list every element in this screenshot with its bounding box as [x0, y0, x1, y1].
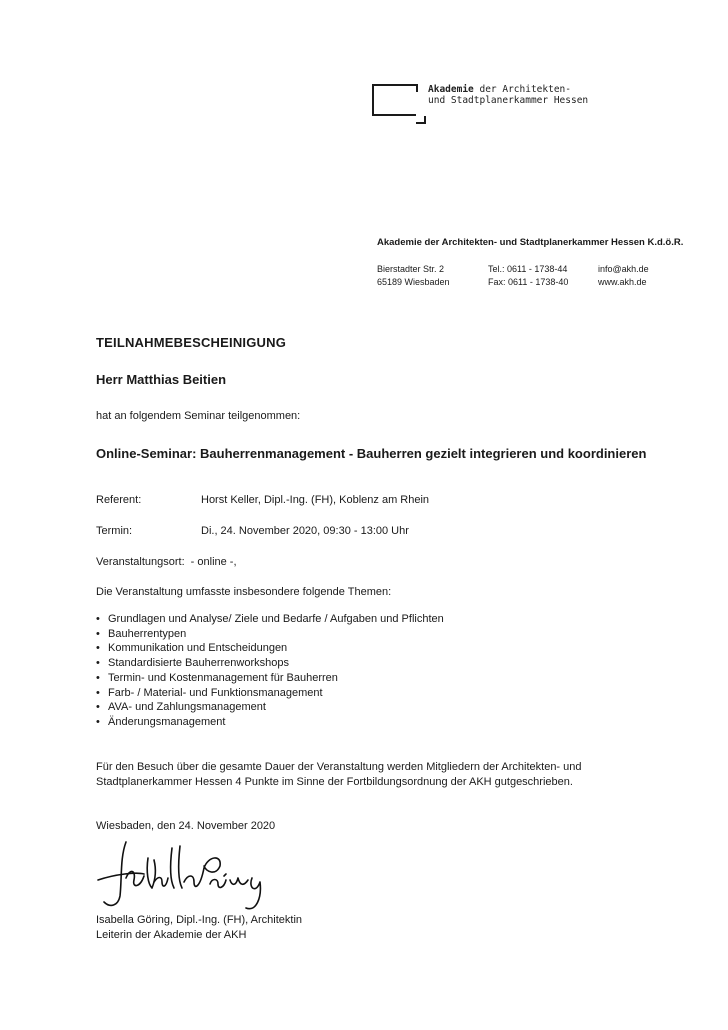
venue-value: - online -, [190, 556, 237, 568]
letterhead-address [377, 263, 450, 289]
recipient-name: Herr Matthias Beitien [96, 372, 227, 387]
letterhead-org-name: Akademie der Architekten- und Stadtplanerkammer Hessen K.d.ö.R. [377, 237, 684, 248]
list-item: • Termin- und Kostenmanagement für Bauherren [96, 671, 338, 684]
bullet-icon: • [96, 701, 100, 714]
list-item: • Kommunikation und Entscheidungen [96, 642, 288, 655]
referent-label: Referent: [96, 494, 142, 506]
seminar-title: Online-Seminar: Bauherrenmanagement - Bauherren gezielt integrieren und koordinieren [96, 446, 647, 461]
letterhead-city: 65189 Wiesbaden [377, 277, 450, 287]
logo-line2: und Stadtplanerkammer Hessen [428, 95, 589, 106]
list-item: • Änderungsmanagement [96, 715, 226, 728]
letterhead-email: info@akh.de [598, 264, 649, 274]
referent-row [96, 494, 429, 506]
letterhead-phone [488, 263, 568, 289]
logo-frame-mark [372, 84, 416, 116]
list-item: • AVA- und Zahlungsmanagement [96, 701, 266, 714]
termin-label: Termin: [96, 525, 133, 537]
termin-value: Di., 24. November 2020, 09:30 - 13:00 Uhr [201, 525, 409, 537]
bullet-icon: • [96, 686, 100, 699]
topics-list [96, 612, 444, 730]
topics-intro: Die Veranstaltung umfasste insbesondere folgende Themen: [96, 586, 392, 598]
bullet-icon: • [96, 657, 100, 670]
venue-row [96, 556, 237, 568]
termin-row [96, 525, 409, 537]
logo-corner-mark [416, 116, 426, 124]
list-item: • Grundlagen und Analyse/ Ziele und Bedarfe / Aufgaben und Pflichten [96, 613, 444, 625]
letterhead-street: Bierstadter Str. 2 [377, 264, 445, 274]
letterhead-online [598, 263, 649, 289]
letterhead-web: www.akh.de [598, 277, 647, 287]
closing-paragraph: Für den Besuch über die gesamte Dauer der Veranstaltung werden Mitgliedern der Architekten- und Stadtplanerkammer Hessen 4 Punkte im Sinne der Fortbildungsordnung der AKH gutgeschrieben. [96, 761, 582, 788]
document-title: TEILNAHMEBESCHEINIGUNG [96, 335, 287, 350]
letterhead-tel: Tel.: 0611 - 1738-44 [488, 264, 568, 274]
bullet-icon: • [96, 671, 100, 684]
list-item: • Farb- / Material- und Funktionsmanagement [96, 686, 323, 699]
referent-value: Horst Keller, Dipl.-Ing. (FH), Koblenz am Rhein [201, 494, 430, 506]
logo-line1-bold: Akademie [428, 84, 474, 95]
bullet-icon: • [96, 715, 100, 728]
signer-name: Isabella Göring, Dipl.-Ing. (FH), Architektin [96, 914, 303, 926]
signer-role: Leiterin der Akademie der AKH [96, 929, 247, 941]
venue-label: Veranstaltungsort: [96, 556, 185, 568]
letterhead-fax: Fax: 0611 - 1738-40 [488, 277, 569, 287]
bullet-icon: • [96, 627, 100, 640]
list-item: • Standardisierte Bauherrenworkshops [96, 657, 289, 670]
place-and-date: Wiesbaden, den 24. November 2020 [96, 820, 276, 832]
logo-line1-rest: der Architekten- [473, 84, 571, 95]
handwritten-signature [96, 838, 276, 914]
bullet-icon: • [96, 642, 100, 655]
intro-text: hat an folgendem Seminar teilgenommen: [96, 410, 301, 422]
signer-block [96, 913, 302, 943]
list-item: • Bauherrentypen [96, 627, 187, 640]
logo-wordmark [428, 84, 588, 106]
bullet-icon: • [96, 613, 100, 625]
